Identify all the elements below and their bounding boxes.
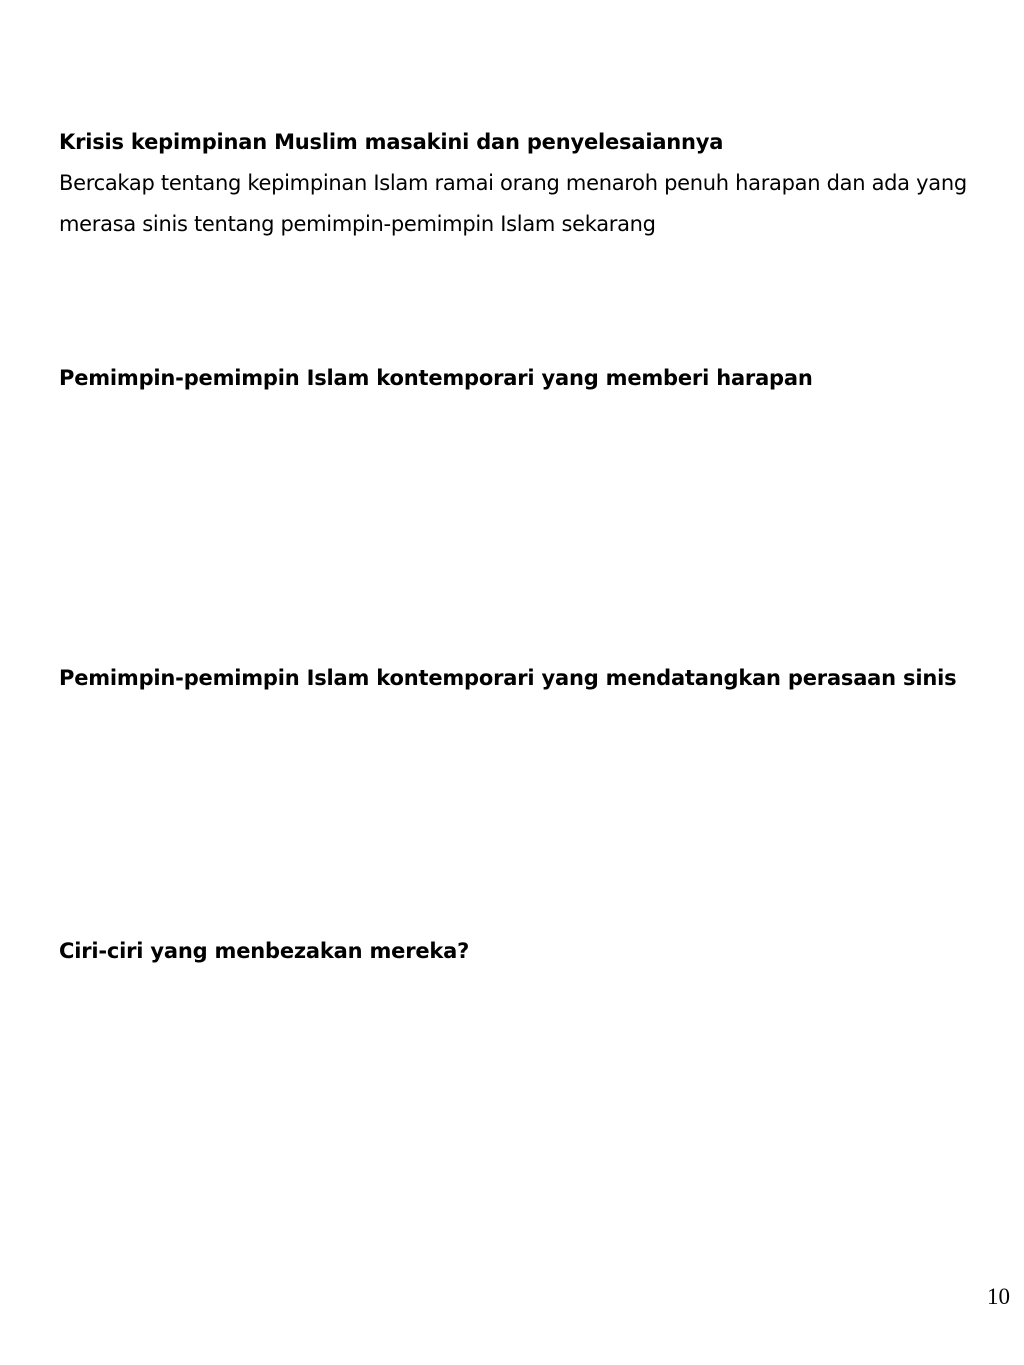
section-heading-crisis: Krisis kepimpinan Muslim masakini dan penyelesaiannya <box>59 130 724 154</box>
section-heading-cynical-leaders: Pemimpin-pemimpin Islam kontemporari yang mendatangkan perasaan sinis <box>59 666 957 690</box>
section-heading-distinguishing-traits: Ciri-ciri yang menbezakan mereka? <box>59 939 470 963</box>
intro-paragraph: Bercakap tentang kepimpinan Islam ramai orang menaroh penuh harapan dan ada yang merasa sinis tentang pemimpin-pemimpin Islam sekarang <box>59 171 967 236</box>
page-number: 10 <box>987 1284 1010 1309</box>
section-heading-hopeful-leaders: Pemimpin-pemimpin Islam kontemporari yang memberi harapan <box>59 366 813 390</box>
